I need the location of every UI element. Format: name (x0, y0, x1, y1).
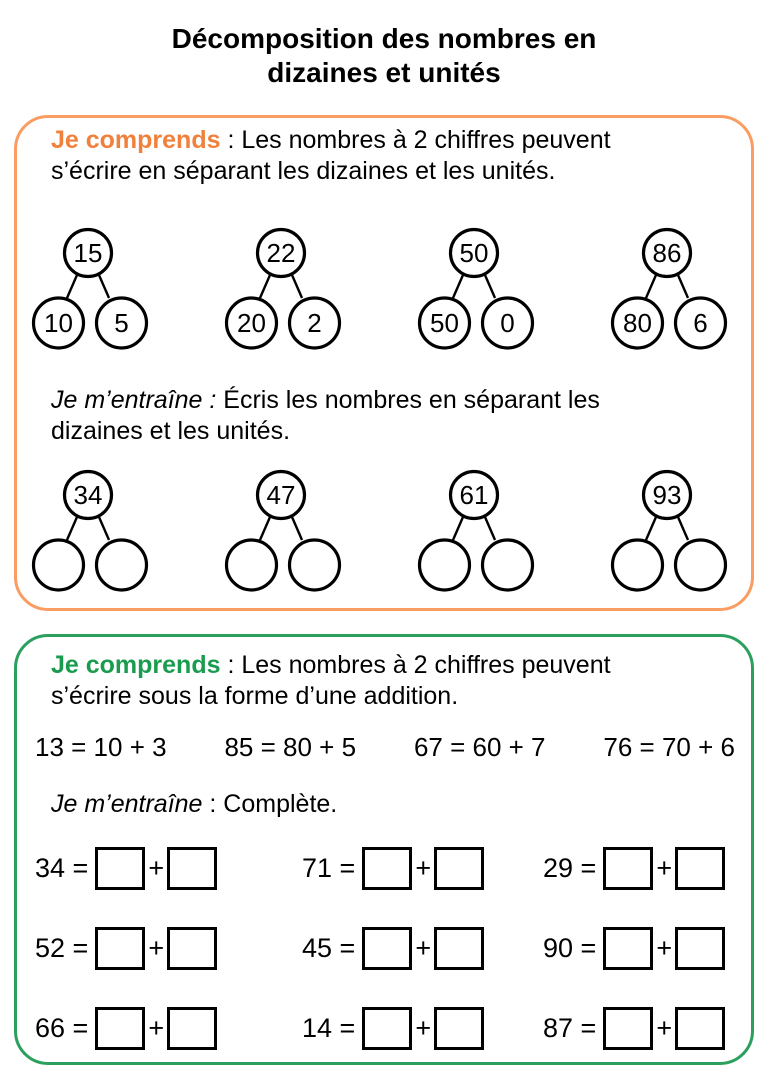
page-title-line-2: dizaines et unités (267, 57, 501, 88)
units-answer-box (434, 847, 484, 890)
tree-tens-answer-circle (420, 540, 470, 590)
section-additions (14, 634, 754, 1065)
tree-connector-line (260, 517, 270, 540)
exercise-66 (35, 1006, 302, 1050)
plus-sign: + (656, 852, 673, 883)
plus-sign: + (656, 932, 673, 963)
example-equation: 85 = 80 + 5 (224, 732, 357, 762)
section2-intro-line1: : Les nombres à 2 chiffres peuvent (220, 651, 611, 679)
tree-tens-answer-circle (227, 540, 277, 590)
tree-top-value: 22 (266, 238, 296, 268)
practice-tree-47 (224, 469, 342, 593)
practice-tree-row (17, 469, 751, 593)
tree-top-value: 34 (73, 480, 103, 510)
tree-top-value: 86 (652, 238, 682, 268)
practice-tree-61 (417, 469, 535, 593)
tree-connector-line (99, 517, 109, 540)
section-trees (14, 115, 754, 611)
plus-sign: + (656, 1012, 673, 1043)
tree-top-value: 47 (266, 480, 296, 510)
tree-connector-line (99, 275, 109, 298)
tree-units-value: 6 (693, 308, 708, 338)
tree-units-answer-circle (290, 540, 340, 590)
practice-tree-93 (610, 469, 728, 593)
example-equation: 76 = 70 + 6 (603, 732, 735, 762)
plus-sign: + (415, 852, 432, 883)
exercise-45 (302, 926, 543, 970)
tree-tens-answer-circle (613, 540, 663, 590)
units-answer-box (675, 847, 725, 890)
page-title (0, 22, 768, 90)
exercise-90 (543, 926, 751, 970)
tree-top-value: 93 (652, 480, 682, 510)
units-answer-box (167, 847, 217, 890)
tree-units-answer-circle (676, 540, 726, 590)
tree-tens-value: 20 (237, 308, 266, 338)
exercise-label: 29 = (543, 852, 597, 883)
exercise-label: 90 = (543, 932, 597, 963)
exercise-71 (302, 846, 543, 890)
exercise-label: 34 = (35, 852, 89, 883)
example-tree-row (17, 227, 751, 351)
tree-units-answer-circle (97, 540, 147, 590)
plus-sign: + (415, 1012, 432, 1043)
tree-connector-line (485, 517, 495, 540)
tree-connector-line (67, 275, 77, 298)
tree-top-value: 50 (459, 238, 489, 268)
section1-intro (51, 125, 739, 187)
je-comprends-label: Je comprends (51, 126, 221, 154)
number-tree-22 (224, 227, 342, 351)
units-answer-box (675, 1007, 725, 1050)
exercise-label: 66 = (35, 1012, 89, 1043)
example-equation: 67 = 60 + 7 (413, 732, 546, 762)
section2-intro-line2: s’écrire sous la forme d’une addition. (51, 682, 459, 710)
tree-connector-line (292, 517, 302, 540)
tens-answer-box (603, 1007, 653, 1050)
section1-practice-instruction (51, 385, 739, 447)
section1-intro-line2: s’écrire en séparant les dizaines et les unités. (51, 157, 556, 185)
units-answer-box (167, 927, 217, 970)
tens-answer-box (603, 847, 653, 890)
section1-practice-line2: dizaines et les unités. (51, 417, 291, 445)
number-tree-86 (610, 227, 728, 351)
je-mentraine-label: Je m’entraîne (51, 790, 203, 818)
je-comprends-label: Je comprends (51, 651, 221, 679)
tree-connector-line (678, 517, 688, 540)
plus-sign: + (148, 1012, 165, 1043)
number-tree-15 (31, 227, 149, 351)
tree-units-value: 0 (500, 308, 515, 338)
example-equation: 13 = 10 + 3 (35, 732, 167, 762)
tree-tens-value: 50 (430, 308, 459, 338)
units-answer-box (434, 1007, 484, 1050)
exercise-29 (543, 846, 751, 890)
tens-answer-box (95, 1007, 145, 1050)
tree-units-value: 2 (307, 308, 322, 338)
plus-sign: + (148, 932, 165, 963)
tree-top-value: 61 (459, 480, 489, 510)
exercise-34 (35, 846, 302, 890)
page-title-line-1: Décomposition des nombres en (171, 23, 597, 54)
tree-connector-line (646, 517, 656, 540)
exercise-label: 14 = (302, 1012, 356, 1043)
tree-units-answer-circle (483, 540, 533, 590)
tens-answer-box (95, 927, 145, 970)
tree-connector-line (646, 275, 656, 298)
section2-intro (51, 650, 739, 712)
tens-answer-box (362, 847, 412, 890)
tree-connector-line (485, 275, 495, 298)
tens-answer-box (362, 927, 412, 970)
plus-sign: + (415, 932, 432, 963)
je-mentraine-label: Je m’entraîne : (51, 386, 217, 414)
practice-tree-34 (31, 469, 149, 593)
tree-connector-line (260, 275, 270, 298)
tree-units-value: 5 (114, 308, 129, 338)
tree-tens-value: 80 (623, 308, 652, 338)
tree-top-value: 15 (73, 238, 103, 268)
tree-tens-value: 10 (44, 308, 73, 338)
number-tree-50 (417, 227, 535, 351)
tree-connector-line (453, 517, 463, 540)
exercise-label: 87 = (543, 1012, 597, 1043)
exercise-label: 52 = (35, 932, 89, 963)
exercise-label: 71 = (302, 852, 356, 883)
tens-answer-box (95, 847, 145, 890)
exercise-grid (17, 846, 751, 1050)
section1-practice-line1: Écris les nombres en séparant les (216, 386, 600, 414)
exercise-87 (543, 1006, 751, 1050)
section2-practice-rest: : Complète. (202, 790, 338, 818)
example-equations-row (17, 732, 751, 762)
exercise-label: 45 = (302, 932, 356, 963)
tens-answer-box (362, 1007, 412, 1050)
section2-practice-instruction (51, 789, 739, 820)
tens-answer-box (603, 927, 653, 970)
tree-connector-line (67, 517, 77, 540)
exercise-14 (302, 1006, 543, 1050)
exercise-52 (35, 926, 302, 970)
tree-tens-answer-circle (34, 540, 84, 590)
units-answer-box (434, 927, 484, 970)
tree-connector-line (678, 275, 688, 298)
tree-connector-line (453, 275, 463, 298)
units-answer-box (167, 1007, 217, 1050)
section1-intro-line1: : Les nombres à 2 chiffres peuvent (220, 126, 611, 154)
plus-sign: + (148, 852, 165, 883)
units-answer-box (675, 927, 725, 970)
tree-connector-line (292, 275, 302, 298)
